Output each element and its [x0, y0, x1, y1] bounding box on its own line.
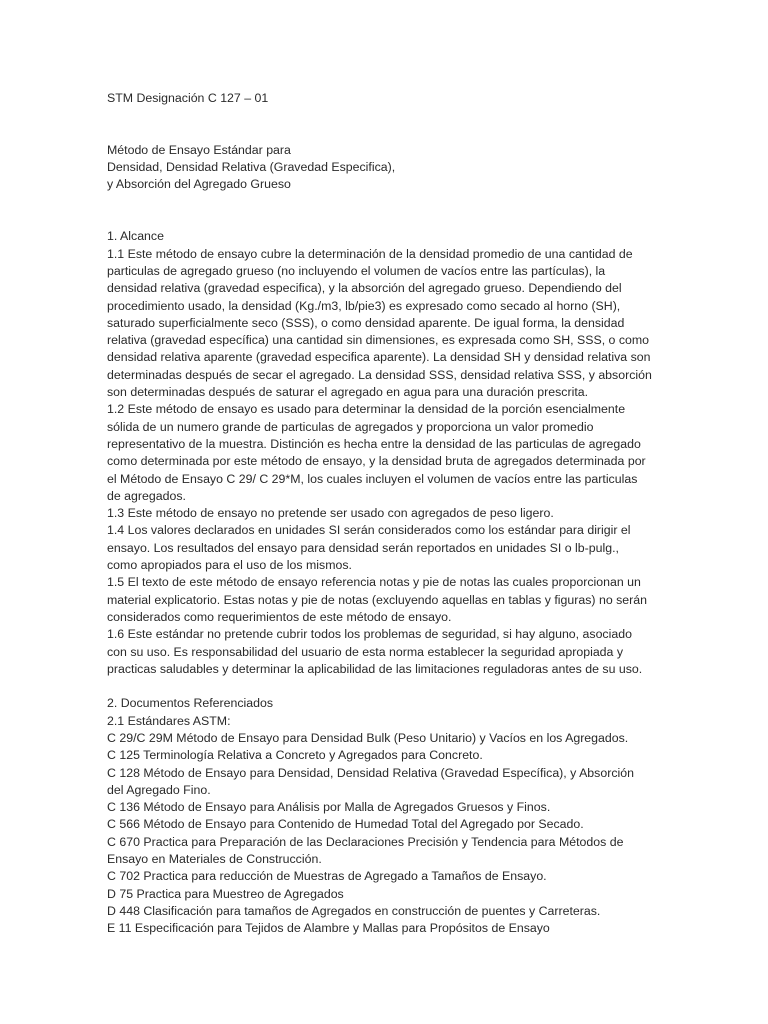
section-references — [107, 695, 667, 937]
spacer — [107, 107, 667, 142]
reference-line: C 128 Método de Ensayo para Densidad, Densidad Relativa (Gravedad Específica), y Absorción — [107, 765, 634, 780]
paragraph-line: densidad relativa (gravedad especifica), y la absorción del agregado grueso. Dependiendo del — [107, 281, 622, 296]
reference-line: D 448 Clasificación para tamaños de Agregados en construcción de puentes y Carreteras. — [107, 903, 601, 918]
paragraph-line: con su uso. Es responsabilidad del usuario de esta norma establecer la seguridad apropiada y — [107, 644, 624, 659]
paragraph-line: procedimiento usado, la densidad (Kg./m3, lb/pie3) es expresado como secado al horno (SH), — [107, 298, 621, 313]
reference-line: C 125 Terminología Relativa a Concreto y Agregados para Concreto. — [107, 748, 483, 763]
reference-line: E 11 Especificación para Tejidos de Alambre y Mallas para Propósitos de Ensayo — [107, 921, 550, 936]
spacer — [107, 678, 667, 695]
paragraph-line: 1.2 Este método de ensayo es usado para determinar la densidad de la porción esencialmente — [107, 402, 626, 417]
reference-line: C 566 Método de Ensayo para Contenido de Humedad Total del Agregado por Secado. — [107, 817, 584, 832]
title-line: Método de Ensayo Estándar para — [107, 142, 291, 157]
paragraph-line: son determinadas después de saturar el agregado en agua para una duración prescrita. — [107, 385, 589, 400]
title-line: y Absorción del Agregado Grueso — [107, 177, 291, 192]
reference-line: C 136 Método de Ensayo para Análisis por Malla de Agregados Gruesos y Finos. — [107, 800, 551, 815]
section-heading: 2. Documentos Referenciados — [107, 696, 274, 711]
title-line: Densidad, Densidad Relativa (Gravedad Especifica), — [107, 160, 396, 175]
section-scope — [107, 228, 667, 678]
paragraph-line: densidad relativa aparente (gravedad especifica aparente). La densidad SH y densidad relativa son — [107, 350, 651, 365]
document-page — [107, 90, 667, 938]
paragraph-line: como apropiados para el uso de los mismos. — [107, 558, 352, 573]
paragraph-line: ensayo. Los resultados del ensayo para densidad serán reportados en unidades SI o lb-pulg., — [107, 540, 619, 555]
reference-line: Ensayo en Materiales de Construcción. — [107, 852, 322, 867]
paragraph-line: material explicatorio. Estas notas y pie de notas (excluyendo aquellas en tablas y figuras) no serán — [107, 592, 647, 607]
spacer — [107, 194, 667, 229]
paragraph-line: saturado superficialmente seco (SSS), o como densidad aparente. De igual forma, la densidad — [107, 315, 625, 330]
paragraph-line: practicas saludables y determinar la aplicabilidad de las limitaciones reguladoras antes de su uso. — [107, 661, 643, 676]
reference-line: del Agregado Fino. — [107, 782, 211, 797]
reference-line: 2.1 Estándares ASTM: — [107, 713, 231, 728]
paragraph-line: sólida de un numero grande de particulas de agregados y proporciona un valor promedio — [107, 419, 594, 434]
reference-line: C 29/C 29M Método de Ensayo para Densidad Bulk (Peso Unitario) y Vacíos en los Agregados. — [107, 730, 629, 745]
paragraph-line: relativa (gravedad específica) una cantidad sin dimensiones, es expresada como SH, SSS, o como — [107, 333, 650, 348]
paragraph-line: 1.3 Este método de ensayo no pretende ser usado con agregados de peso ligero. — [107, 506, 554, 521]
paragraph-line: el Método de Ensayo C 29/ C 29*M, los cuales incluyen el volumen de vacíos entre las particulas — [107, 471, 638, 486]
section-heading: 1. Alcance — [107, 229, 164, 244]
paragraph-line: particulas de agregado grueso (no incluyendo el volumen de vacíos entre las partículas), la — [107, 263, 606, 278]
paragraph-line: 1.6 Este estándar no pretende cubrir todos los problemas de seguridad, si hay alguno, asociado — [107, 627, 632, 642]
paragraph-line: 1.5 El texto de este método de ensayo referencia notas y pie de notas las cuales proporcionan un — [107, 575, 641, 590]
paragraph-line: como determinada por este método de ensayo, y la densidad bruta de agregados determinada por — [107, 454, 646, 469]
reference-line: C 702 Practica para reducción de Muestras de Agregado a Tamaños de Ensayo. — [107, 869, 547, 884]
reference-line: D 75 Practica para Muestreo de Agregados — [107, 886, 344, 901]
paragraph-line: 1.4 Los valores declarados en unidades SI serán considerados como los estándar para dirigir el — [107, 523, 631, 538]
paragraph-line: 1.1 Este método de ensayo cubre la determinación de la densidad promedio de una cantidad de — [107, 246, 633, 261]
document-designation: STM Designación C 127 – 01 — [107, 91, 269, 105]
document-title — [107, 142, 667, 194]
paragraph-line: de agregados. — [107, 488, 186, 503]
paragraph-line: determinadas después de secar el agregado. La densidad SSS, densidad relativa SSS, y absorción — [107, 367, 652, 382]
reference-line: C 670 Practica para Preparación de las Declaraciones Precisión y Tendencia para Métodos de — [107, 834, 624, 849]
paragraph-line: representativo de la muestra. Distinción es hecha entre la densidad de las particulas de agregado — [107, 436, 641, 451]
paragraph-line: considerados como requerimientos de este método de ensayo. — [107, 609, 452, 624]
